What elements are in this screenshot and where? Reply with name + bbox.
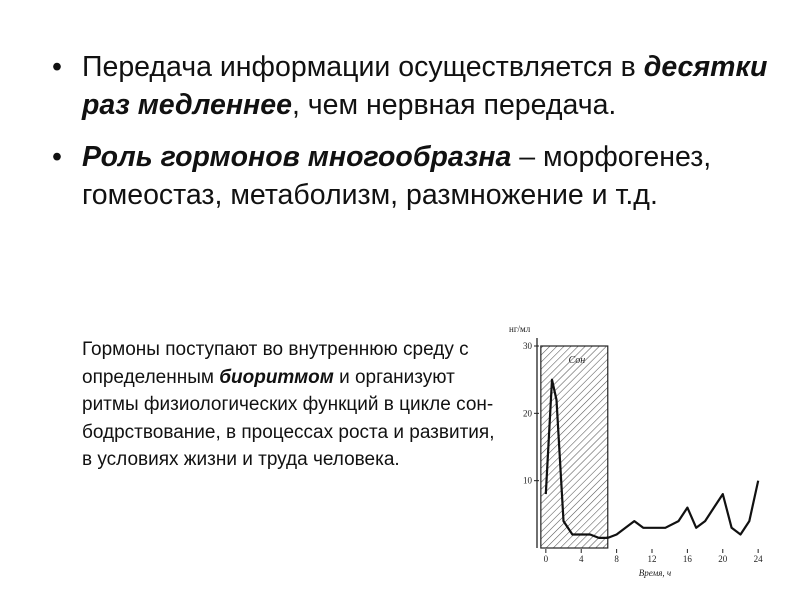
- bullet-text-suffix: , чем нервная передача.: [291, 89, 617, 121]
- sleep-annotation: Сон: [568, 354, 586, 366]
- x-tick-label: 4: [578, 554, 584, 564]
- sleep-region: [541, 346, 608, 548]
- bullet-list: [52, 48, 772, 228]
- bullet-text-suffix: – морфогенез, гомеостаз, метаболизм, размножение и т.д.: [82, 141, 712, 211]
- y-tick-label: 20: [523, 408, 532, 419]
- bullet-item-roles: [52, 138, 772, 214]
- y-tick-label: 10: [523, 475, 532, 486]
- x-tick-label: 12: [647, 554, 657, 564]
- hormone-rhythm-chart: [505, 320, 775, 582]
- bullet-dot: •: [52, 51, 62, 83]
- bullet-item-speed: [52, 48, 772, 124]
- biorhythm-paragraph: [82, 336, 502, 474]
- bullet-text-emphasis: Роль гормонов многообразна: [82, 141, 512, 173]
- bullet-text-prefix: Передача информации осуществляется в: [82, 51, 644, 83]
- paragraph-suffix: и организуют ритмы физиологических функций в цикле сон-бодрствование, в процессах роста и развития, в условиях жизни и труда человека.: [82, 366, 495, 470]
- x-tick-label: 24: [753, 554, 763, 564]
- bullet-dot: •: [52, 141, 62, 173]
- x-tick-label: 8: [614, 554, 619, 564]
- paragraph-emphasis: биоритмом: [219, 366, 334, 388]
- bullet-text-emphasis: десятки раз медленнее: [82, 51, 768, 121]
- x-tick-label: 20: [718, 554, 728, 564]
- y-tick-label: 30: [523, 341, 532, 351]
- x-ticks: [544, 549, 764, 564]
- paragraph-prefix: Гормоны поступают во внутреннюю среду с определенным: [82, 339, 469, 388]
- x-tick-label: 16: [682, 554, 692, 564]
- x-tick-label: 0: [543, 554, 549, 564]
- x-axis-label: Время, ч: [638, 568, 672, 578]
- y-axis-label: нг/мл: [509, 324, 531, 334]
